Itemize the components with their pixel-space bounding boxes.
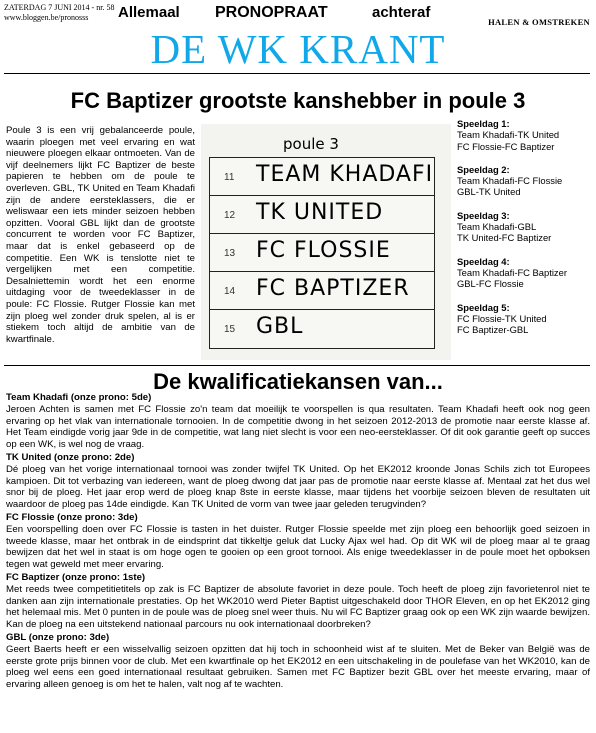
schedule-day [457, 256, 593, 290]
schedule-day [457, 118, 593, 152]
kicker-left: Allemaal [118, 4, 180, 21]
day-label: Speeldag 4: [457, 255, 510, 267]
match: FC Flossie-FC Baptizer [457, 140, 555, 152]
day-label: Speeldag 3: [457, 209, 510, 221]
team-heading: FC Baptizer (onze prono: 1ste) [6, 571, 146, 583]
team-section [6, 512, 590, 571]
masthead-meta [4, 3, 114, 23]
team-heading: GBL (onze prono: 3de) [6, 631, 110, 643]
schedule-day [457, 164, 593, 198]
poule-card-rows [201, 157, 451, 357]
poule-card-row [209, 271, 435, 310]
kwalificatie-headline: De kwalificatiekansen van... [153, 369, 443, 394]
row-number: 11 [224, 172, 235, 183]
match: GBL-TK United [457, 186, 521, 198]
poule-card-row [209, 195, 435, 234]
match: FC Baptizer-GBL [457, 324, 529, 336]
section-rule [4, 365, 590, 366]
team-section [6, 452, 590, 511]
team-heading: TK United (onze prono: 2de) [6, 451, 135, 463]
article-headline: FC Baptizer grootste kanshebber in poule 3 [70, 88, 526, 113]
kicker-center: PRONOPRAAT [215, 4, 328, 21]
match: Team Khadafi-FC Baptizer [457, 266, 567, 278]
match: GBL-FC Flossie [457, 278, 524, 290]
team-section [6, 632, 590, 691]
team-text: Jeroen Achten is samen met FC Flossie zo'n team dat moeilijk te voorspellen is qua resultaten. Team Khadafi heeft ook nog geen ervaring op het vlak van internationale tornooien. In de competitie dwong in het seizoen 2012-2013 de promotie naar eerste klasse af. Het Team eindigde vorig jaar 9de in de competitie, wat lang niet slecht is voor een neo-eersteklasser. Of dit ook garantie geeft op succes op een WK, is wel nog de vraag. [6, 403, 590, 451]
team-section [6, 392, 590, 451]
masthead-rule [4, 73, 590, 74]
poule-card-row [209, 309, 435, 349]
team-section [6, 572, 590, 631]
row-team: GBL [256, 314, 304, 339]
issue-date: ZATERDAG 7 JUNI 2014 - nr. 58 [4, 3, 115, 12]
team-heading: Team Khadafi (onze prono: 5de) [6, 392, 152, 403]
article-intro: Poule 3 is een vrij gebalanceerde poule, waarin ploegen met veel ervaring en wat nieuwere ploegen elkaar ontmoeten. Van de vijf deelnemers lijkt FC Baptizer de beste papieren te hebben om de poule te overleven. GBL, TK United en Team Khadafi zijn de andere eersteklassers, die er weliswaar een iets minder seizoen hebben opzitten. Vooral GBL lijkt dan de grootste concurrent te worden voor FC Baptizer, maar dat is enkel gebaseerd op de competitie. Een WK is tenslotte niet te vergelijken met een competitie. Desalniettemin wordt het een enorme uitdaging voor de tweedeklasser in de poule: FC Flossie. Rutger Flossie kan met zijn ploeg wel zonder druk spelen, al is er stiekem toch altijd de ambitie van de kwartfinale. [6, 125, 195, 345]
team-text: Dé ploeg van het vorige internationaal tornooi was zonder twijfel TK United. Op het EK2012 kroonde Jonas Schils zich tot Europees kampioen. Dit tot verbazing van iedereen, want de ploeg dwong dat jaar pas de promotie naar eerste klasse af. Mentaal zat het dus wel snor bij de ploeg. Het jaar erop werd de ploeg knap 8ste in eerste klasse, maar tijdens het voorbije seizoen bleven de resultaten uit waardoor de ploeg pas 14de eindigde. Kan TK United de vorm van twee jaar geleden terugvinden? [6, 463, 590, 511]
match: TK United-FC Baptizer [457, 232, 552, 244]
poule-card-row [209, 233, 435, 272]
row-team: FC BAPTIZER [256, 276, 410, 301]
poule-card-title: poule 3 [283, 135, 339, 153]
team-text: Met reeds twee competitietitels op zak is FC Baptizer de absolute favoriet in deze poule. Toch heeft de ploeg zijn favorietenrol niet te danken aan zijn internationale prestaties. Op het WK2010 werd Pieter Baptist uitgeschakeld door THOR Eleven, en op het EK2012 ging het helemaal mis. Met 0 punten in de poule was de ploeg snel weer thuis. Nu wil FC Baptizer graag ook op een WK zijn waarde bewijzen. Kan de ploeg na een uitstekend nationaal parcours nu ook internationaal doorbreken? [6, 583, 590, 631]
row-team: TEAM KHADAFI [256, 162, 434, 187]
schedule-day [457, 302, 593, 336]
match: Team Khadafi-TK United [457, 129, 560, 141]
match-schedule [457, 118, 593, 347]
row-number: 12 [224, 210, 236, 221]
row-number: 13 [224, 248, 236, 259]
website-url: www.bloggen.be/pronosss [4, 13, 89, 22]
row-number: 14 [224, 286, 236, 297]
region-label: HALEN & OMSTREKEN [488, 17, 590, 27]
kicker-right: achteraf [372, 4, 431, 21]
match: Team Khadafi-GBL [457, 221, 537, 233]
kwalificatie-body [6, 392, 590, 692]
match: FC Flossie-TK United [457, 312, 547, 324]
team-text: Een voorspelling doen over FC Flossie is tasten in het duister. Rutger Flossie speelde met zijn ploeg een behoorlijk goed seizoen in tweede klasse, maar het ontbrak in de eindsprint dat tikkeltje geluk dat Lucky Ajax wel had. Op dit WK wil de ploeg maar al te graag bewijzen dat het wel in staat is om hoge ogen te gooien op een groot tornooi. Als enige tweedeklasser in de poule moet het opboksen tegen wat geweld met meer ervaring. [6, 523, 590, 571]
poule-card-row [209, 157, 435, 196]
row-team: FC FLOSSIE [256, 238, 391, 263]
newspaper-title: DE WK KRANT [150, 26, 446, 72]
row-team: TK UNITED [256, 200, 384, 225]
row-number: 15 [224, 324, 236, 335]
team-text: Geert Baerts heeft er een wisselvallig seizoen opzitten dat hij toch in schoonheid wist af te sluiten. Met de Beker van België was de eerste grote prijs binnen voor de club. Met een kwartfinale op het EK2012 en een uitschakeling in de poulefase van het WK2010, kan de ploeg wel eens een goed internationaal resultaat gebruiken. Samen met FC Baptizer bezit GBL over het meeste ervaring, maar of ervaring alleen genoeg is om het te halen, valt nog af te wachten. [6, 643, 590, 691]
day-label: Speeldag 2: [457, 163, 510, 175]
schedule-day [457, 210, 593, 244]
day-label: Speeldag 5: [457, 301, 510, 313]
poule-card-photo [201, 124, 451, 360]
team-heading: FC Flossie (onze prono: 3de) [6, 511, 138, 523]
day-label: Speeldag 1: [457, 118, 510, 129]
match: Team Khadafi-FC Flossie [457, 175, 563, 187]
